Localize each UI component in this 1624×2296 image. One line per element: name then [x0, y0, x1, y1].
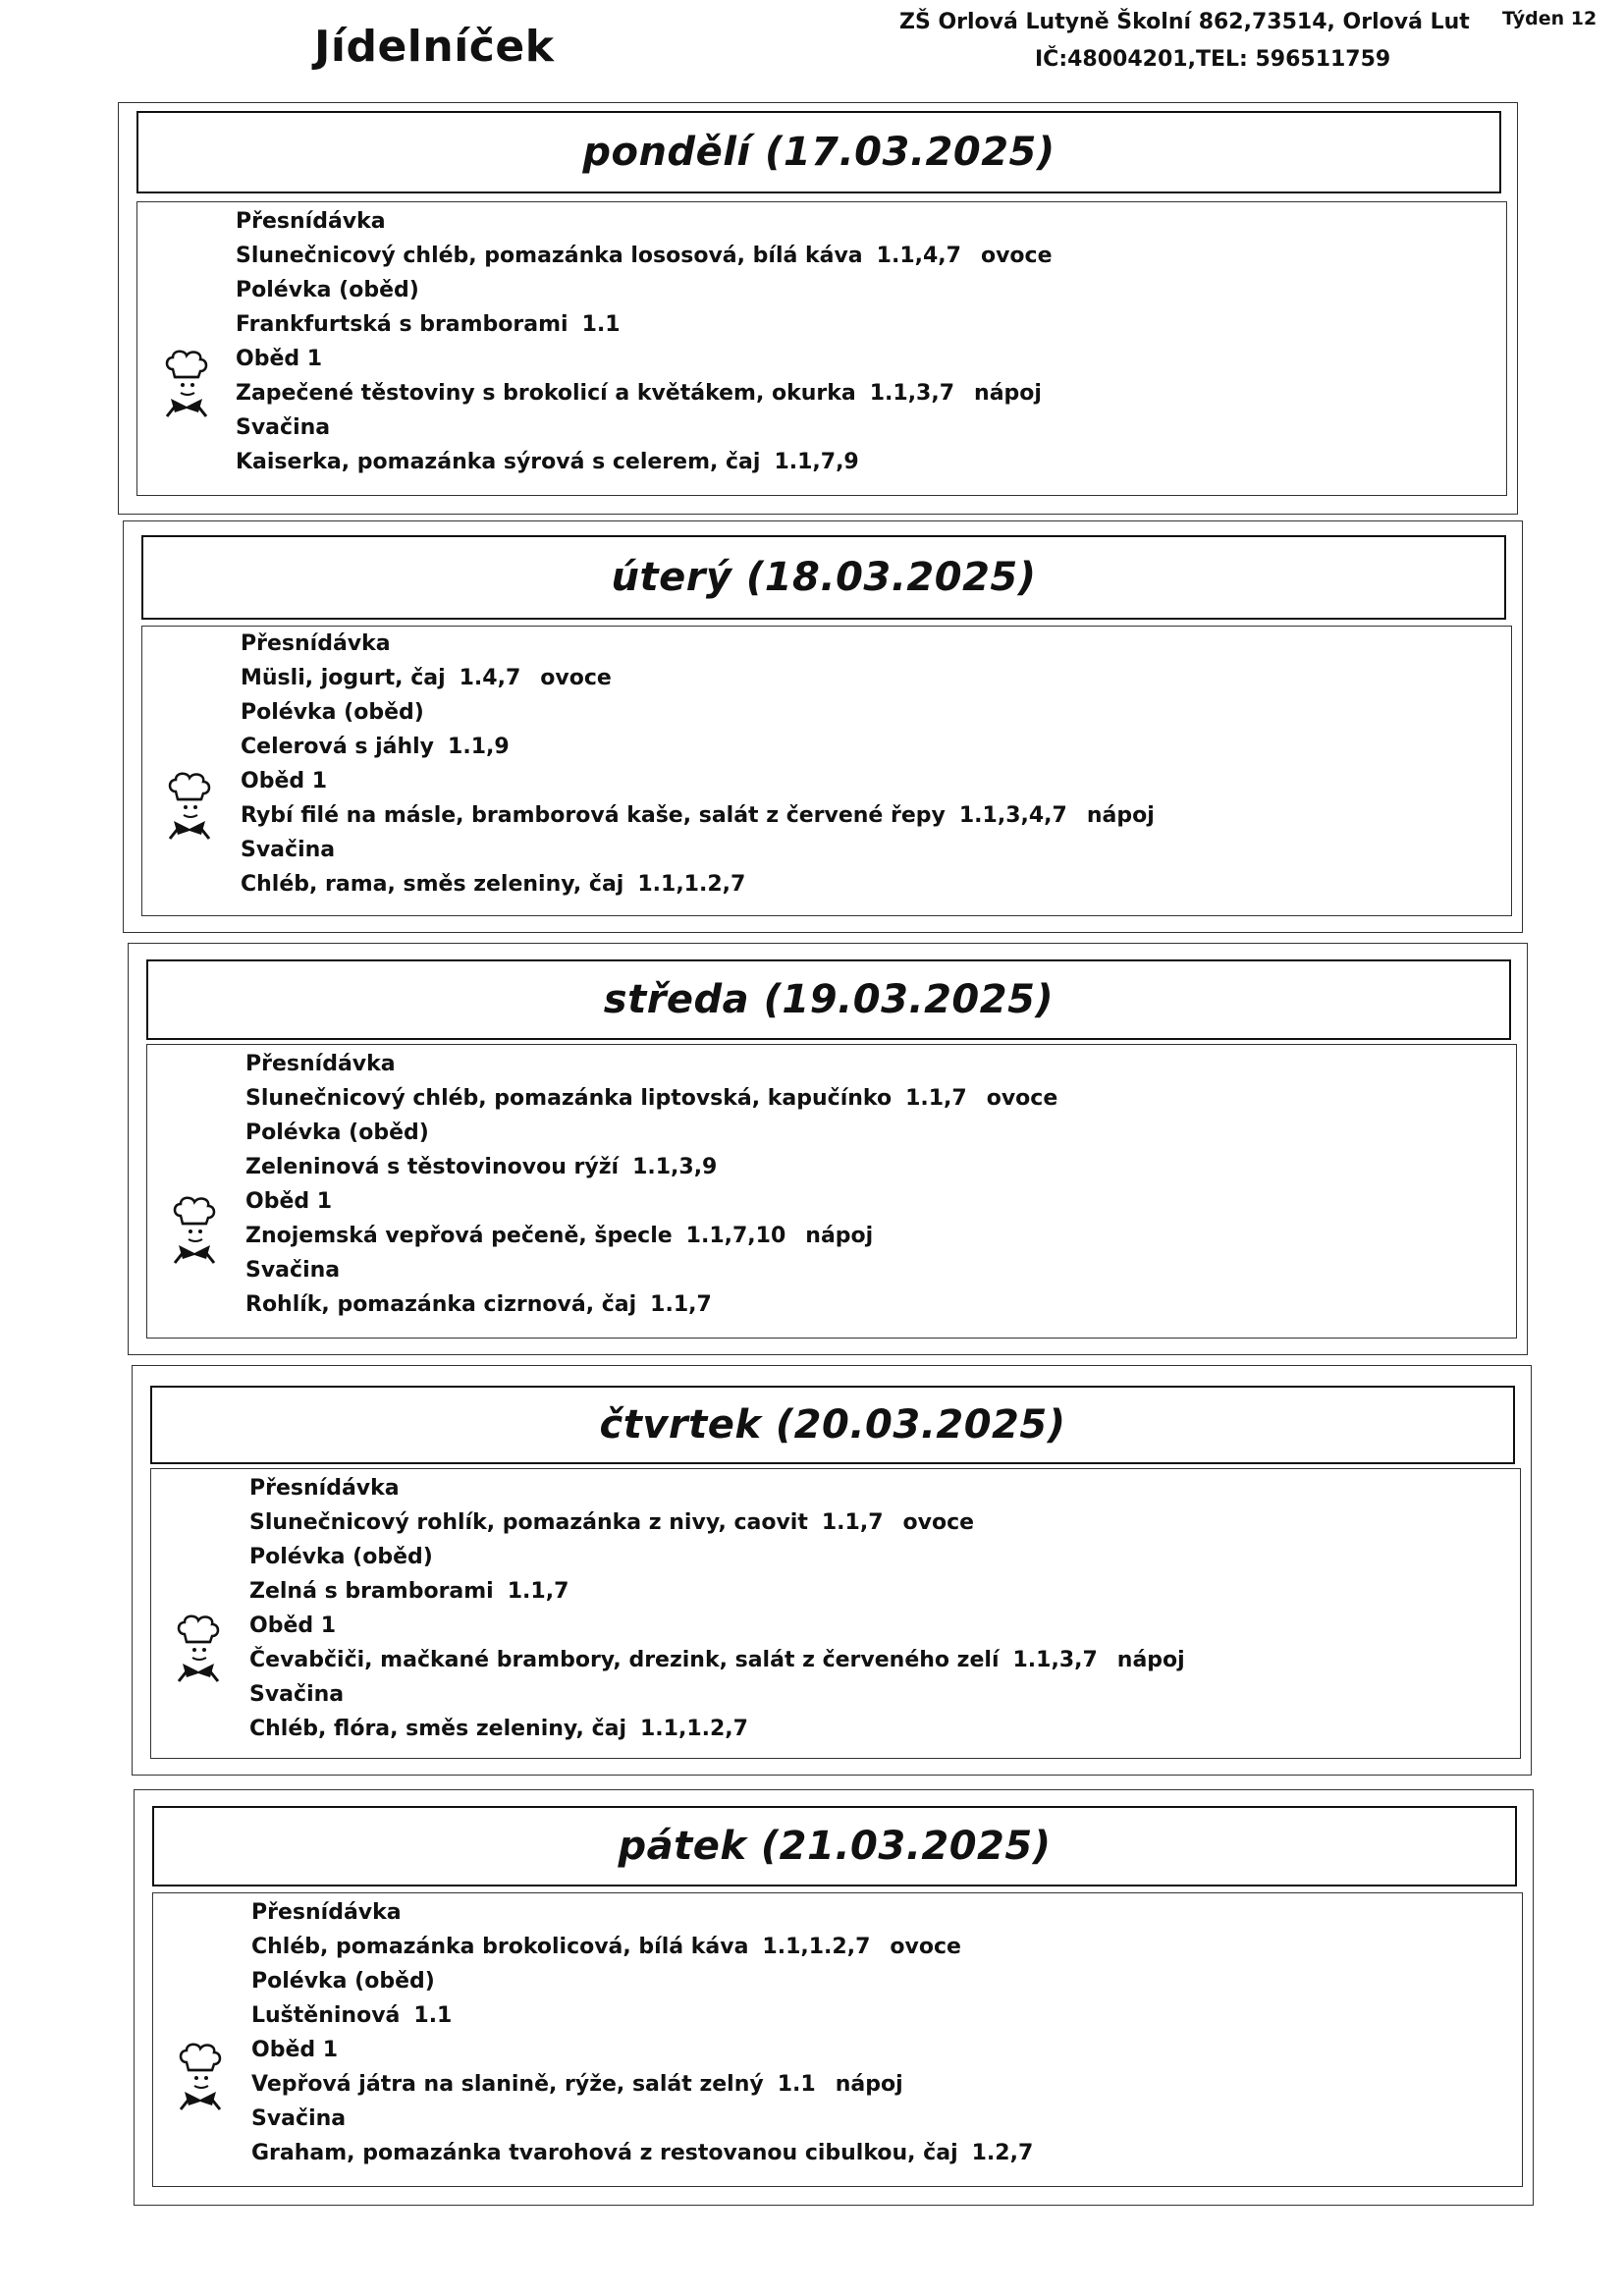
menu-line — [245, 1253, 1057, 1287]
menu-line — [245, 1184, 1057, 1219]
menu-box — [152, 1892, 1523, 2187]
menu-item-text: Polévka (oběd) — [245, 1121, 429, 1145]
menu-line — [251, 2067, 1033, 2102]
school-contact: IČ:48004201,TEL: 596511759 — [1035, 47, 1391, 72]
menu-line — [251, 1895, 1033, 1930]
menu-extra: ovoce — [986, 1086, 1058, 1111]
menu-line — [249, 1540, 1185, 1574]
menu-item-text: Polévka (oběd) — [241, 700, 424, 725]
chef-icon — [164, 770, 215, 841]
menu-item-text: Přesnídávka — [241, 631, 391, 656]
menu-item-text: Přesnídávka — [249, 1476, 400, 1501]
menu-item-text: Svačina — [245, 1258, 341, 1283]
menu-box — [141, 626, 1512, 916]
allergen-codes: 1.1,4,7 — [876, 244, 961, 268]
allergen-codes: 1.1,3,7 — [869, 381, 955, 406]
allergen-codes: 1.1,7 — [905, 1086, 967, 1111]
menu-line — [249, 1712, 1185, 1746]
day-header — [152, 1806, 1517, 1886]
allergen-codes: 1.1,1.2,7 — [640, 1717, 748, 1741]
allergen-codes: 1.1,3,9 — [632, 1155, 718, 1179]
menu-item-text: Zeleninová s těstovinovou rýží — [245, 1155, 620, 1179]
menu-box — [150, 1468, 1521, 1759]
menu-line — [249, 1471, 1185, 1505]
day-block-monday — [118, 102, 1518, 515]
menu-line — [236, 204, 1053, 239]
menu-line — [249, 1609, 1185, 1643]
allergen-codes: 1.1,7 — [821, 1510, 884, 1535]
allergen-codes: 1.1,3,7 — [1012, 1648, 1098, 1672]
day-title: pondělí (17.03.2025) — [582, 130, 1056, 175]
menu-item-text: Frankfurtská s bramborami — [236, 312, 568, 337]
chef-icon — [173, 1613, 224, 1683]
menu-lines — [245, 1047, 1057, 1322]
menu-item-text: Chléb, pomazánka brokolicová, bílá káva — [251, 1935, 749, 1959]
menu-item-text: Kaiserka, pomazánka sýrová s celerem, čaj — [236, 450, 761, 474]
page-title: Jídelníček — [314, 22, 555, 72]
menu-item-text: Vepřová játra na slanině, rýže, salát zelný — [251, 2072, 764, 2097]
menu-line — [251, 2102, 1033, 2136]
allergen-codes: 1.1,1.2,7 — [762, 1935, 871, 1959]
menu-item-text: Přesnídávka — [236, 209, 386, 234]
menu-line — [236, 239, 1053, 273]
menu-line — [245, 1287, 1057, 1322]
menu-extra: nápoj — [974, 381, 1042, 406]
day-block-thursday — [132, 1365, 1532, 1776]
menu-item-text: Čevabčiči, mačkané brambory, drezink, salát z červeného zelí — [249, 1648, 1000, 1672]
day-header — [146, 959, 1511, 1040]
menu-line — [245, 1150, 1057, 1184]
menu-item-text: Oběd 1 — [251, 2038, 339, 2062]
menu-line — [245, 1219, 1057, 1253]
menu-item-text: Müsli, jogurt, čaj — [241, 666, 446, 690]
menu-line — [241, 627, 1155, 661]
day-block-friday — [134, 1789, 1534, 2206]
menu-line — [236, 273, 1053, 307]
menu-lines — [241, 627, 1155, 902]
menu-line — [241, 661, 1155, 695]
day-title: úterý (18.03.2025) — [611, 555, 1037, 600]
menu-line — [236, 342, 1053, 376]
menu-line — [241, 798, 1155, 833]
menu-line — [241, 867, 1155, 902]
allergen-codes: 1.1 — [581, 312, 621, 337]
menu-line — [236, 445, 1053, 479]
school-address: ZŠ Orlová Lutyně Školní 862,73514, Orlová Lut — [899, 10, 1470, 34]
menu-lines — [249, 1471, 1185, 1746]
menu-extra: nápoj — [805, 1224, 874, 1248]
menu-line — [251, 1998, 1033, 2033]
menu-lines — [236, 204, 1053, 479]
menu-item-text: Svačina — [249, 1682, 345, 1707]
menu-line — [249, 1574, 1185, 1609]
menu-item-text: Rohlík, pomazánka cizrnová, čaj — [245, 1292, 637, 1317]
menu-item-text: Přesnídávka — [245, 1052, 396, 1076]
menu-line — [236, 376, 1053, 410]
chef-icon — [175, 2041, 226, 2111]
menu-line — [241, 730, 1155, 764]
day-header — [136, 111, 1501, 193]
menu-line — [241, 833, 1155, 867]
menu-extra: ovoce — [540, 666, 612, 690]
allergen-codes: 1.1,7 — [650, 1292, 712, 1317]
chef-icon — [161, 348, 212, 418]
menu-extra: ovoce — [902, 1510, 975, 1535]
menu-extra: ovoce — [980, 244, 1053, 268]
menu-line — [236, 410, 1053, 445]
menu-line — [249, 1677, 1185, 1712]
menu-extra: nápoj — [835, 2072, 903, 2097]
day-title: pátek (21.03.2025) — [618, 1824, 1052, 1869]
menu-line — [249, 1643, 1185, 1677]
menu-extra: ovoce — [890, 1935, 961, 1959]
menu-item-text: Oběd 1 — [241, 769, 328, 793]
menu-line — [251, 1930, 1033, 1964]
allergen-codes: 1.2,7 — [971, 2141, 1034, 2165]
allergen-codes: 1.1 — [777, 2072, 816, 2097]
day-title: středa (19.03.2025) — [603, 977, 1055, 1022]
menu-box — [136, 201, 1507, 496]
week-label: Týden 12 — [1502, 8, 1597, 29]
menu-item-text: Zapečené těstoviny s brokolicí a květákem, okurka — [236, 381, 856, 406]
menu-line — [245, 1081, 1057, 1116]
menu-line — [251, 1964, 1033, 1998]
allergen-codes: 1.1,3,4,7 — [958, 803, 1067, 828]
menu-line — [251, 2136, 1033, 2170]
menu-item-text: Znojemská vepřová pečeně, špecle — [245, 1224, 673, 1248]
menu-lines — [251, 1895, 1033, 2170]
menu-line — [241, 764, 1155, 798]
menu-line — [251, 2033, 1033, 2067]
day-header — [150, 1386, 1515, 1464]
menu-item-text: Oběd 1 — [249, 1613, 337, 1638]
menu-line — [241, 695, 1155, 730]
menu-item-text: Zelná s bramborami — [249, 1579, 494, 1604]
menu-item-text: Chléb, rama, směs zeleniny, čaj — [241, 872, 624, 897]
menu-item-text: Přesnídávka — [251, 1900, 402, 1925]
allergen-codes: 1.1,9 — [448, 735, 510, 759]
menu-item-text: Svačina — [236, 415, 331, 440]
chef-icon — [169, 1194, 220, 1265]
menu-line — [245, 1116, 1057, 1150]
allergen-codes: 1.1,7 — [507, 1579, 569, 1604]
day-header — [141, 535, 1506, 620]
menu-item-text: Chléb, flóra, směs zeleniny, čaj — [249, 1717, 626, 1741]
menu-line — [249, 1505, 1185, 1540]
menu-item-text: Slunečnicový rohlík, pomazánka z nivy, caovit — [249, 1510, 808, 1535]
menu-item-text: Svačina — [241, 838, 336, 862]
menu-item-text: Polévka (oběd) — [236, 278, 419, 302]
allergen-codes: 1.4,7 — [459, 666, 521, 690]
menu-item-text: Slunečnicový chléb, pomazánka liptovská, kapučínko — [245, 1086, 893, 1111]
allergen-codes: 1.1 — [413, 2003, 453, 2028]
menu-extra: nápoj — [1116, 1648, 1185, 1672]
menu-item-text: Graham, pomazánka tvarohová z restovanou cibulkou, čaj — [251, 2141, 958, 2165]
day-block-wednesday — [128, 943, 1528, 1355]
allergen-codes: 1.1,7,9 — [774, 450, 859, 474]
menu-item-text: Celerová s jáhly — [241, 735, 435, 759]
menu-extra: nápoj — [1086, 803, 1155, 828]
menu-line — [245, 1047, 1057, 1081]
allergen-codes: 1.1,1.2,7 — [637, 872, 746, 897]
menu-item-text: Svačina — [251, 2106, 347, 2131]
menu-item-text: Polévka (oběd) — [249, 1545, 433, 1569]
menu-line — [236, 307, 1053, 342]
day-title: čtvrtek (20.03.2025) — [599, 1402, 1066, 1448]
menu-box — [146, 1044, 1517, 1339]
menu-item-text: Polévka (oběd) — [251, 1969, 435, 1994]
menu-item-text: Oběd 1 — [245, 1189, 333, 1214]
menu-item-text: Rybí filé na másle, bramborová kaše, salát z červené řepy — [241, 803, 946, 828]
allergen-codes: 1.1,7,10 — [685, 1224, 786, 1248]
day-block-tuesday — [123, 520, 1523, 933]
menu-item-text: Oběd 1 — [236, 347, 323, 371]
menu-item-text: Luštěninová — [251, 2003, 401, 2028]
menu-item-text: Slunečnicový chléb, pomazánka lososová, bílá káva — [236, 244, 863, 268]
